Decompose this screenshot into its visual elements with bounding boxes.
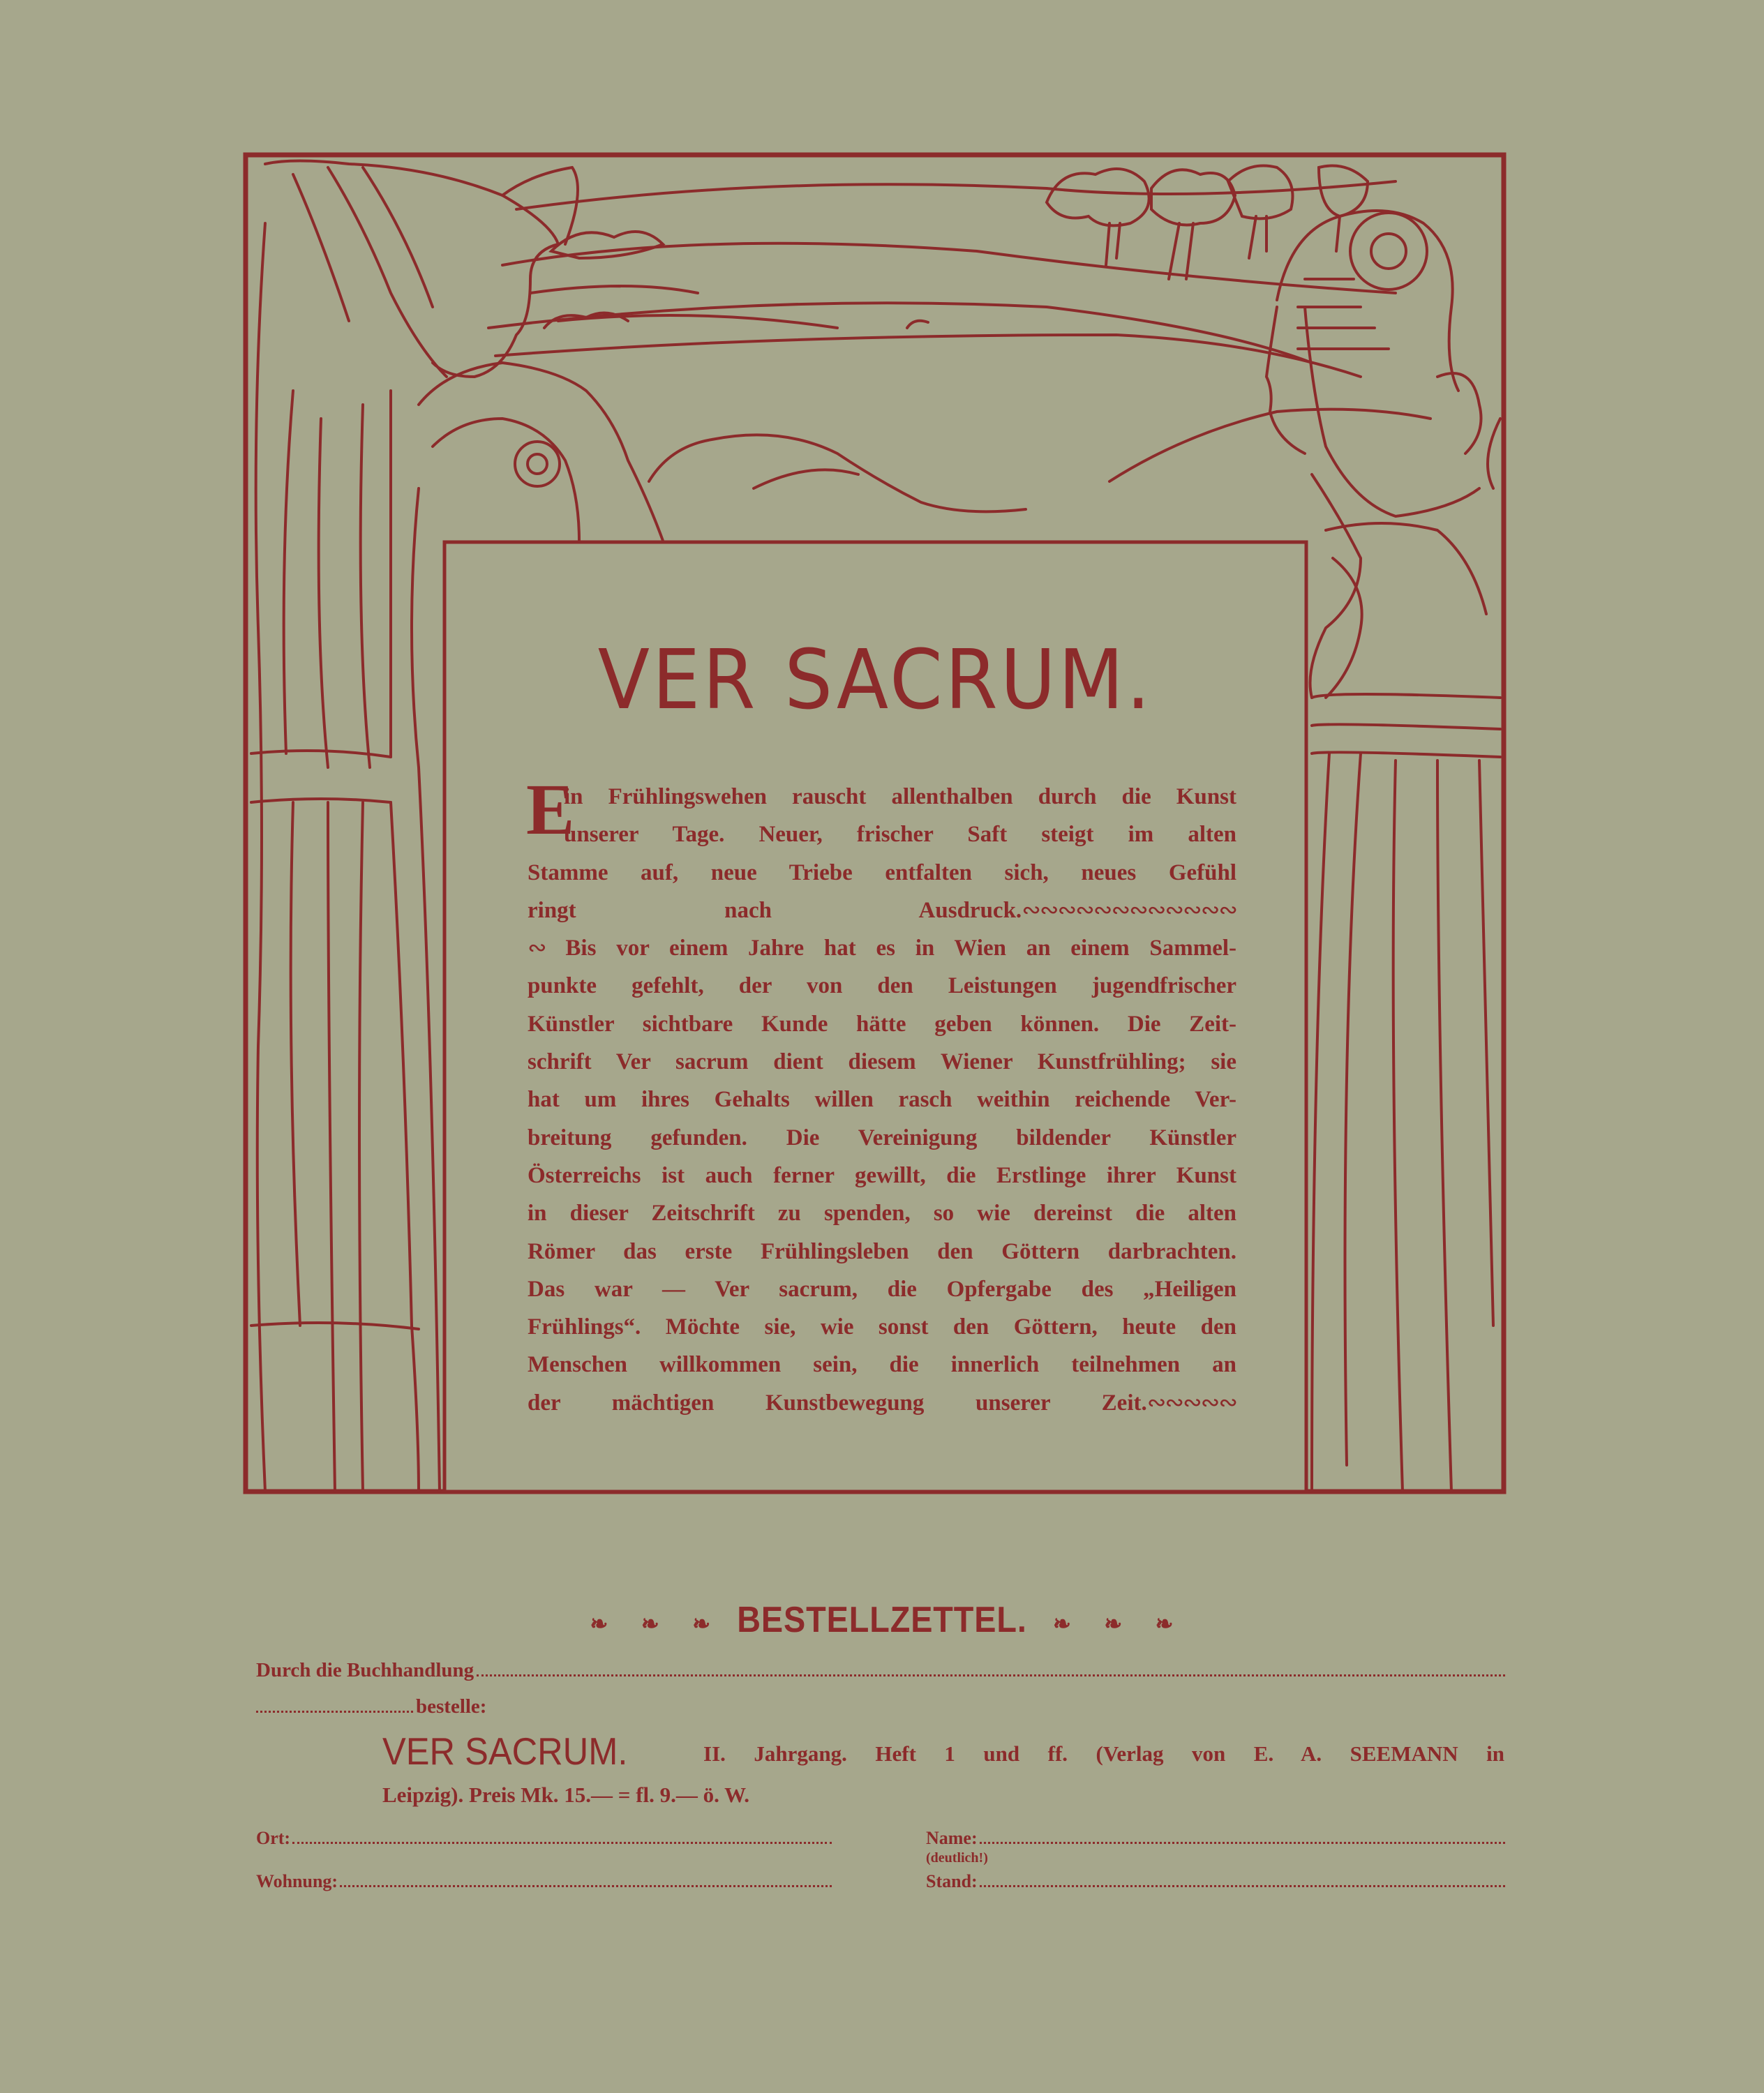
body-line: Das war — Ver sacrum, die Opfergabe des „Heiligen: [528, 1276, 1236, 1302]
body-line: Menschen willkommen sein, die innerlich teilnehmen an: [528, 1352, 1236, 1378]
fleuron-icon: ❧: [1104, 1611, 1123, 1637]
ornament: ∾∾∾∾∾∾∾∾∾∾∾∾: [1022, 897, 1236, 923]
fleuron-icon: ❧: [1155, 1611, 1174, 1637]
body-line: unserer Tage. Neuer, frischer Saft steigt im alten: [564, 822, 1236, 848]
body-line: Österreichs ist auch ferner gewillt, die Erstlinge ihrer Kunst: [528, 1162, 1236, 1188]
wohnung-field[interactable]: Wohnung:: [256, 1871, 832, 1892]
body-line: schrift Ver sacrum dient diesem Wiener Kunstfrühling; sie: [528, 1049, 1236, 1075]
fleuron-icon: ❧: [1053, 1611, 1072, 1637]
name-note: (deutlich!): [926, 1850, 988, 1866]
drop-cap: E: [526, 770, 575, 850]
body-line: Frühlings“. Möchte sie, wie sonst den Göttern, heute den: [528, 1314, 1236, 1340]
stand-field[interactable]: Stand:: [926, 1871, 1505, 1892]
body-text: [526, 770, 1237, 1422]
body-line: Stamme auf, neue Triebe entfalten sich, neues Gefühl: [528, 860, 1236, 885]
body-line: Römer das erste Frühlingsleben den Göttern darbrachten.: [528, 1238, 1236, 1264]
body-line: ∾ Bis vor einem Jahre hat es in Wien an einem Sammel-: [528, 936, 1237, 961]
body-line: in Frühlingswehen rauscht allenthalben durch die Kunst: [564, 784, 1236, 809]
order-form-heading: ❧ ❧ ❧ BESTELLZETTEL. ❧ ❧ ❧: [590, 1600, 1174, 1640]
bookshop-field[interactable]: [256, 1659, 1505, 1682]
body-line: Künstler sichtbare Kunde hätte geben können. Die Zeit-: [528, 1011, 1236, 1037]
name-line[interactable]: [980, 1842, 1505, 1844]
quantity-field[interactable]: [256, 1695, 486, 1718]
poster-title: VER SACRUM.: [597, 631, 1153, 728]
bookshop-line[interactable]: [477, 1674, 1505, 1676]
ort-line[interactable]: [292, 1842, 832, 1844]
body-line: ringt nach Ausdruck.∾∾∾∾∾∾∾∾∾∾∾∾: [528, 897, 1236, 923]
fleuron-icon: ❧: [692, 1611, 711, 1637]
order-label: bestelle:: [416, 1695, 487, 1718]
bookshop-label: Durch die Buchhandlung: [256, 1659, 474, 1681]
trees: [1047, 166, 1368, 280]
body-line: hat um ihres Gehalts willen rasch weithin reichende Ver-: [528, 1087, 1236, 1113]
wohnung-line[interactable]: [340, 1885, 832, 1887]
product-details: II. Jahrgang. Heft 1 und ff. (Verlag von E. A. SEEMANN in: [703, 1741, 1504, 1766]
ort-field[interactable]: Ort:: [256, 1828, 832, 1849]
name-field[interactable]: Name:: [926, 1828, 1505, 1849]
fleuron-icon: ❧: [641, 1611, 660, 1637]
stand-line[interactable]: [980, 1885, 1505, 1887]
body-line: breitung gefunden. Die Vereinigung bildender Künstler: [528, 1125, 1236, 1150]
fleuron-icon: ❧: [590, 1611, 609, 1637]
body-line: in dieser Zeitschrift zu spenden, so wie dereinst die alten: [528, 1201, 1236, 1226]
product-price: Leipzig). Preis Mk. 15.— = fl. 9.— ö. W.: [382, 1783, 750, 1807]
ornament: ∾∾∾∾∾: [1146, 1390, 1236, 1416]
ornament: ∾: [528, 936, 546, 961]
product-title: VER SACRUM.: [382, 1730, 628, 1773]
body-line: der mächtigen Kunstbewegung unserer Zeit. ∾∾∾∾∾: [528, 1384, 1236, 1422]
quantity-line[interactable]: [256, 1711, 413, 1713]
body-line: punkte gefehlt, der von den Leistungen jugendfrischer: [528, 973, 1236, 999]
